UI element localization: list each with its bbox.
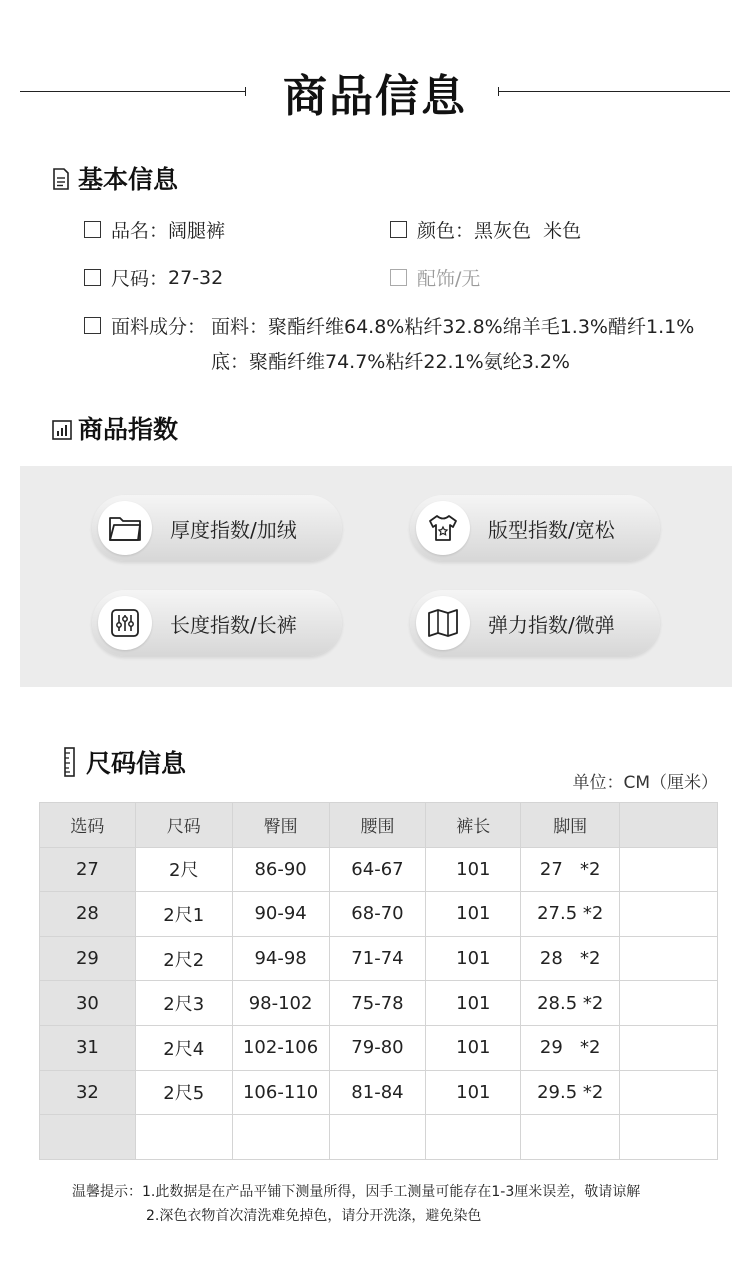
- length-index-pill: [92, 590, 342, 656]
- table-row: [40, 1115, 718, 1160]
- table-cell: 94-98: [232, 936, 329, 981]
- size-table: [39, 802, 718, 1160]
- bar-chart-icon: [52, 417, 70, 439]
- table-cell: [620, 847, 718, 892]
- table-cell: [135, 1115, 232, 1160]
- header-cell: [620, 803, 718, 848]
- page-title: 商品信息: [283, 71, 467, 122]
- table-cell: 29: [40, 936, 136, 981]
- table-cell: 86-90: [232, 847, 329, 892]
- fabric-line-2: 底：聚酯纤维74.7%粘纤22.1%氨纶3.2%: [211, 351, 570, 373]
- header-cell: 裤长: [426, 803, 521, 848]
- basic-info-title: 基本信息: [78, 165, 179, 194]
- index-title: 商品指数: [78, 415, 179, 444]
- index-panel: [20, 466, 732, 687]
- size-value: 27-32: [168, 266, 224, 289]
- basic-info-heading: [52, 160, 178, 196]
- index-heading: [52, 410, 178, 446]
- table-header-row: [40, 803, 718, 848]
- color-row: [390, 216, 581, 243]
- table-cell: 79-80: [329, 1025, 426, 1070]
- note-line-2: 2.深色衣物首次清洗难免掉色，请分开洗涤，避免染色: [146, 1208, 482, 1224]
- table-cell: 101: [426, 936, 521, 981]
- size-info-title: 尺码信息: [86, 749, 187, 778]
- checkbox-icon: [84, 221, 101, 238]
- table-cell: 98-102: [232, 981, 329, 1026]
- ruler-icon: [64, 747, 78, 777]
- table-cell: 101: [426, 1025, 521, 1070]
- table-cell: 90-94: [232, 892, 329, 937]
- table-cell: [426, 1115, 521, 1160]
- unit-label: 单位：CM（厘米）: [572, 773, 718, 793]
- thickness-index-label: 厚度指数/加绒: [170, 517, 297, 542]
- table-cell: 102-106: [232, 1025, 329, 1070]
- fabric-line-1: 面料：聚酯纤维64.8%粘纤32.8%绵羊毛1.3%醋纤1.1%: [211, 316, 695, 338]
- color-label: 颜色：: [417, 220, 475, 242]
- size-row: [84, 264, 223, 291]
- header-cell: 选码: [40, 803, 136, 848]
- table-cell: 101: [426, 1070, 521, 1115]
- table-cell: [40, 1115, 136, 1160]
- title-divider-right: [498, 91, 730, 92]
- table-cell: 68-70: [329, 892, 426, 937]
- size-info-heading: [64, 744, 186, 780]
- name-row: [84, 216, 225, 243]
- table-row: [40, 847, 718, 892]
- table-cell: [620, 1025, 718, 1070]
- table-cell: 28 *2: [521, 936, 620, 981]
- length-index-label: 长度指数/长裤: [170, 612, 297, 637]
- header-cell: 尺码: [135, 803, 232, 848]
- fit-index-label: 版型指数/宽松: [488, 517, 615, 542]
- size-label: 尺码：: [111, 268, 169, 290]
- table-row: [40, 936, 718, 981]
- name-value: 阔腿裤: [168, 220, 226, 242]
- tshirt-icon: [416, 501, 470, 555]
- checkbox-icon: [390, 221, 407, 238]
- table-cell: 28: [40, 892, 136, 937]
- table-cell: 2尺4: [135, 1025, 232, 1070]
- thickness-index-pill: [92, 495, 342, 561]
- folder-icon: [98, 501, 152, 555]
- table-cell: 29 *2: [521, 1025, 620, 1070]
- table-cell: 30: [40, 981, 136, 1026]
- table-cell: 27 *2: [521, 847, 620, 892]
- table-cell: 81-84: [329, 1070, 426, 1115]
- checkbox-icon: [390, 269, 407, 286]
- color-value: 黑灰色 米色: [474, 220, 582, 242]
- table-cell: 28.5 *2: [521, 981, 620, 1026]
- checkbox-icon: [84, 317, 101, 334]
- note-line-1: 温馨提示：1.此数据是在产品平铺下测量所得，因手工测量可能存在1-3厘米误差，敬请谅解: [72, 1184, 641, 1200]
- table-cell: 2尺: [135, 847, 232, 892]
- table-cell: [620, 981, 718, 1026]
- table-cell: 31: [40, 1025, 136, 1070]
- checkbox-icon: [84, 269, 101, 286]
- document-icon: [52, 167, 70, 189]
- table-cell: 101: [426, 847, 521, 892]
- table-cell: [620, 936, 718, 981]
- sliders-icon: [98, 596, 152, 650]
- table-cell: [620, 1115, 718, 1160]
- name-label: 品名：: [111, 220, 169, 242]
- table-cell: 2尺3: [135, 981, 232, 1026]
- table-cell: 101: [426, 981, 521, 1026]
- table-cell: 2尺2: [135, 936, 232, 981]
- table-row: [40, 1070, 718, 1115]
- table-row: [40, 1025, 718, 1070]
- fabric-row: [84, 312, 206, 339]
- header-cell: 腰围: [329, 803, 426, 848]
- table-cell: 71-74: [329, 936, 426, 981]
- table-cell: 64-67: [329, 847, 426, 892]
- table-cell: [620, 1070, 718, 1115]
- accessory-value: 配饰/无: [417, 268, 481, 290]
- table-cell: 32: [40, 1070, 136, 1115]
- header-cell: 脚围: [521, 803, 620, 848]
- accessory-row: [390, 264, 480, 291]
- table-cell: 106-110: [232, 1070, 329, 1115]
- map-icon: [416, 596, 470, 650]
- stretch-index-pill: [410, 590, 660, 656]
- header-cell: 臀围: [232, 803, 329, 848]
- table-cell: [521, 1115, 620, 1160]
- fit-index-pill: [410, 495, 660, 561]
- table-cell: 27.5 *2: [521, 892, 620, 937]
- table-cell: [232, 1115, 329, 1160]
- table-cell: 29.5 *2: [521, 1070, 620, 1115]
- fabric-label: 面料成分：: [111, 316, 207, 338]
- table-cell: [620, 892, 718, 937]
- page-title-block: [0, 60, 750, 120]
- table-row: [40, 981, 718, 1026]
- table-cell: 27: [40, 847, 136, 892]
- table-cell: [329, 1115, 426, 1160]
- table-cell: 75-78: [329, 981, 426, 1026]
- stretch-index-label: 弹力指数/微弹: [488, 612, 615, 637]
- table-cell: 101: [426, 892, 521, 937]
- table-cell: 2尺5: [135, 1070, 232, 1115]
- table-row: [40, 892, 718, 937]
- table-cell: 2尺1: [135, 892, 232, 937]
